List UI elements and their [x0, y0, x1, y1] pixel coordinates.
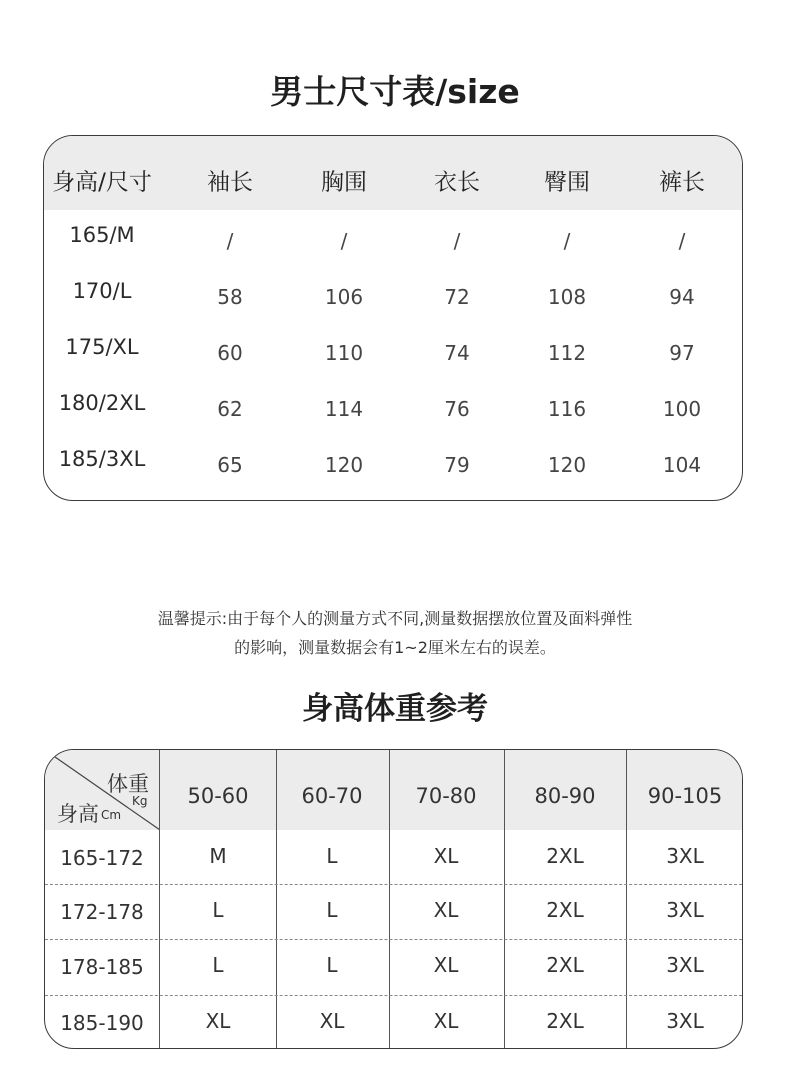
size-value-cell: /: [340, 229, 348, 253]
weight-chart-title: 身高体重参考: [302, 691, 488, 727]
size-row-label: 180/2XL: [58, 391, 146, 415]
weight-header-cell: 70-80: [415, 784, 477, 808]
size-header-cell: 衣长: [434, 169, 480, 196]
size-value-cell: 100: [662, 397, 702, 421]
size-value-cell: /: [226, 229, 234, 253]
size-chart-title: 男士尺寸表/size: [270, 72, 520, 111]
size-header-cell: 裤长: [659, 169, 705, 196]
row-divider: [45, 995, 742, 996]
recommended-size-cell: L: [326, 844, 338, 868]
size-value-cell: 62: [217, 397, 243, 421]
size-value-cell: 65: [217, 453, 243, 477]
size-value-cell: 108: [547, 285, 587, 309]
recommended-size-cell: XL: [433, 953, 459, 977]
size-row-label: 170/L: [72, 279, 132, 303]
corner-weight-label: 体重: [107, 772, 149, 796]
weight-header-cell: 60-70: [301, 784, 363, 808]
size-value-cell: 60: [217, 341, 243, 365]
size-row-label: 185/3XL: [58, 447, 146, 471]
size-value-cell: 79: [444, 453, 470, 477]
recommended-size-cell: L: [326, 898, 338, 922]
row-divider: [45, 884, 742, 885]
size-header-cell: 臀围: [544, 169, 590, 196]
recommended-size-cell: 2XL: [546, 953, 584, 977]
size-header-cell: 袖长: [207, 169, 253, 196]
recommended-size-cell: 3XL: [666, 953, 704, 977]
recommended-size-cell: 3XL: [666, 844, 704, 868]
recommended-size-cell: XL: [433, 898, 459, 922]
recommended-size-cell: L: [212, 898, 224, 922]
size-row-label: 165/M: [69, 223, 135, 247]
size-header-cell: 胸围: [321, 169, 367, 196]
size-value-cell: 94: [669, 285, 695, 309]
weight-header-cell: 90-105: [647, 784, 723, 808]
size-value-cell: 106: [324, 285, 364, 309]
row-divider: [45, 939, 742, 940]
weight-header-cell: 50-60: [187, 784, 249, 808]
size-value-cell: 72: [444, 285, 470, 309]
size-value-cell: 58: [217, 285, 243, 309]
column-divider: [504, 750, 505, 1048]
size-value-cell: /: [453, 229, 461, 253]
size-header-cell: 身高/尺寸: [52, 169, 152, 196]
recommended-size-cell: L: [212, 953, 224, 977]
size-row-label: 175/XL: [65, 335, 139, 359]
recommended-size-cell: XL: [205, 1009, 231, 1033]
weight-header-cell: 80-90: [534, 784, 596, 808]
weight-chart-table: [44, 749, 743, 1049]
recommended-size-cell: M: [209, 844, 227, 868]
size-value-cell: 116: [547, 397, 587, 421]
size-value-cell: 114: [324, 397, 364, 421]
height-range-label: 185-190: [60, 1011, 144, 1035]
height-range-label: 165-172: [60, 846, 144, 870]
height-range-label: 172-178: [60, 900, 144, 924]
corner-height-label: 身高: [57, 802, 99, 826]
recommended-size-cell: 2XL: [546, 844, 584, 868]
recommended-size-cell: 3XL: [666, 898, 704, 922]
tip-line-2: 的影响，测量数据会有1~2厘米左右的误差。: [234, 638, 556, 657]
size-value-cell: /: [678, 229, 686, 253]
column-divider: [389, 750, 390, 1048]
recommended-size-cell: 3XL: [666, 1009, 704, 1033]
size-value-cell: 97: [669, 341, 695, 365]
size-value-cell: 112: [547, 341, 587, 365]
size-value-cell: 120: [324, 453, 364, 477]
recommended-size-cell: XL: [319, 1009, 345, 1033]
size-value-cell: 74: [444, 341, 470, 365]
size-chart-table: [43, 135, 743, 501]
column-divider: [626, 750, 627, 1048]
column-divider: [276, 750, 277, 1048]
size-value-cell: 110: [324, 341, 364, 365]
height-range-label: 178-185: [60, 955, 144, 979]
size-value-cell: 104: [662, 453, 702, 477]
size-value-cell: 76: [444, 397, 470, 421]
column-divider: [159, 750, 160, 1048]
recommended-size-cell: L: [326, 953, 338, 977]
recommended-size-cell: XL: [433, 1009, 459, 1033]
size-value-cell: 120: [547, 453, 587, 477]
recommended-size-cell: 2XL: [546, 898, 584, 922]
tip-line-1: 温馨提示:由于每个人的测量方式不同,测量数据摆放位置及面料弹性: [157, 609, 633, 628]
corner-height-unit: Cm: [101, 808, 122, 822]
corner-weight-unit: Kg: [132, 794, 148, 808]
recommended-size-cell: 2XL: [546, 1009, 584, 1033]
size-value-cell: /: [563, 229, 571, 253]
recommended-size-cell: XL: [433, 844, 459, 868]
